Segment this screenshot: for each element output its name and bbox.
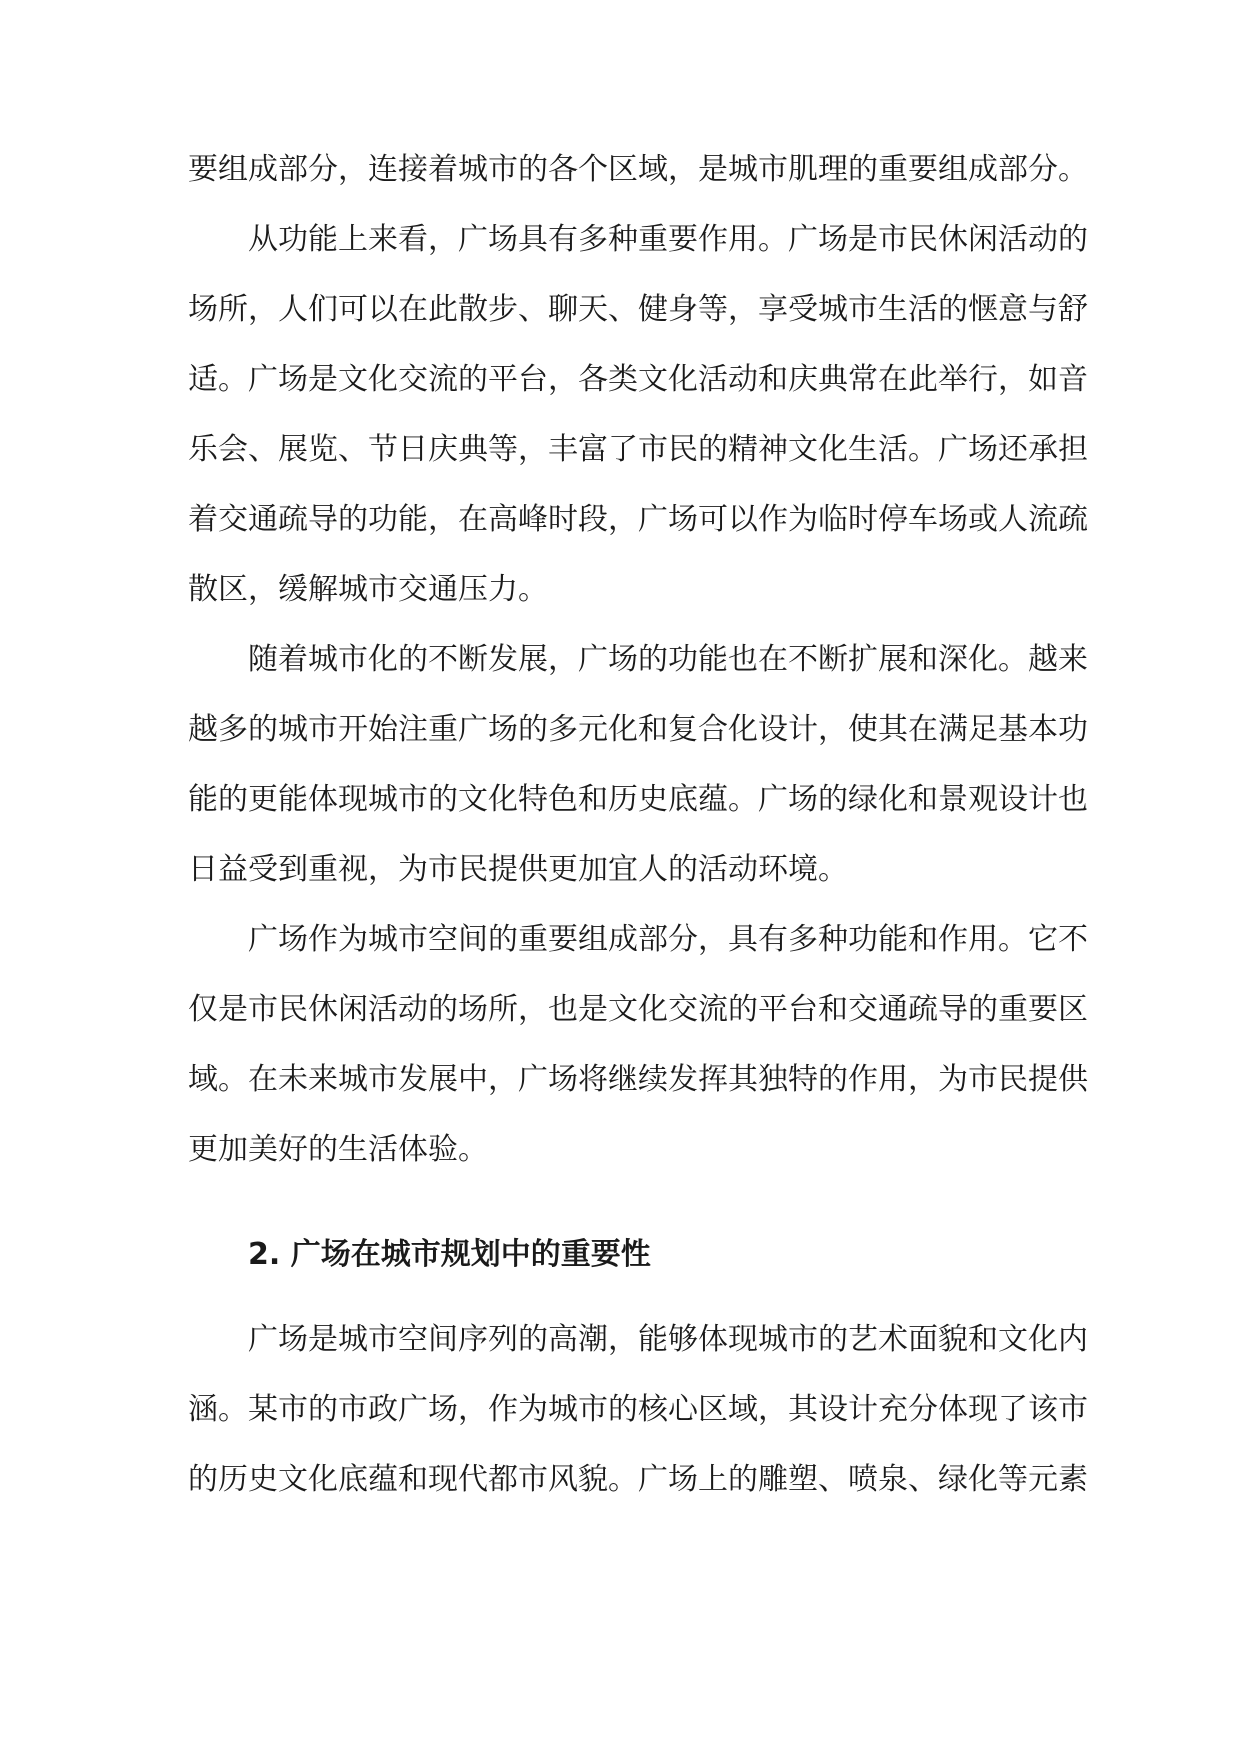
paragraph-line: 越多的城市开始注重广场的多元化和复合化设计，使其在满足基本功: [188, 712, 1088, 747]
paragraph-line: 的历史文化底蕴和现代都市风貌。广场上的雕塑、喷泉、绿化等元素: [188, 1462, 1088, 1497]
paragraph-line: 散区，缓解城市交通压力。: [188, 572, 548, 607]
paragraph-line: 涵。某市的市政广场，作为城市的核心区域，其设计充分体现了该市: [188, 1392, 1088, 1427]
paragraph-line: 适。广场是文化交流的平台，各类文化活动和庆典常在此举行，如音: [188, 362, 1088, 397]
paragraph-line: 场所，人们可以在此散步、聊天、健身等，享受城市生活的惬意与舒: [188, 292, 1088, 327]
paragraph-line: 日益受到重视，为市民提供更加宜人的活动环境。: [188, 852, 848, 887]
paragraph-line: 着交通疏导的功能，在高峰时段，广场可以作为临时停车场或人流疏: [188, 502, 1088, 537]
paragraph-line: 从功能上来看，广场具有多种重要作用。广场是市民休闲活动的: [248, 222, 1088, 257]
section-heading: 2. 广场在城市规划中的重要性: [248, 1237, 651, 1272]
paragraph-line: 广场是城市空间序列的高潮，能够体现城市的艺术面貌和文化内: [248, 1322, 1088, 1357]
paragraph-line: 广场作为城市空间的重要组成部分，具有多种功能和作用。它不: [248, 922, 1088, 957]
paragraph-line: 乐会、展览、节日庆典等，丰富了市民的精神文化生活。广场还承担: [188, 432, 1088, 467]
paragraph-line: 域。在未来城市发展中，广场将继续发挥其独特的作用，为市民提供: [188, 1062, 1088, 1097]
paragraph-line: 能的更能体现城市的文化特色和历史底蕴。广场的绿化和景观设计也: [188, 782, 1088, 817]
paragraph-line: 更加美好的生活体验。: [188, 1132, 488, 1167]
paragraph-line: 仅是市民休闲活动的场所，也是文化交流的平台和交通疏导的重要区: [188, 992, 1088, 1027]
paragraph-line: 要组成部分，连接着城市的各个区域，是城市肌理的重要组成部分。: [188, 152, 1088, 187]
paragraph-line: 随着城市化的不断发展，广场的功能也在不断扩展和深化。越来: [248, 642, 1088, 677]
